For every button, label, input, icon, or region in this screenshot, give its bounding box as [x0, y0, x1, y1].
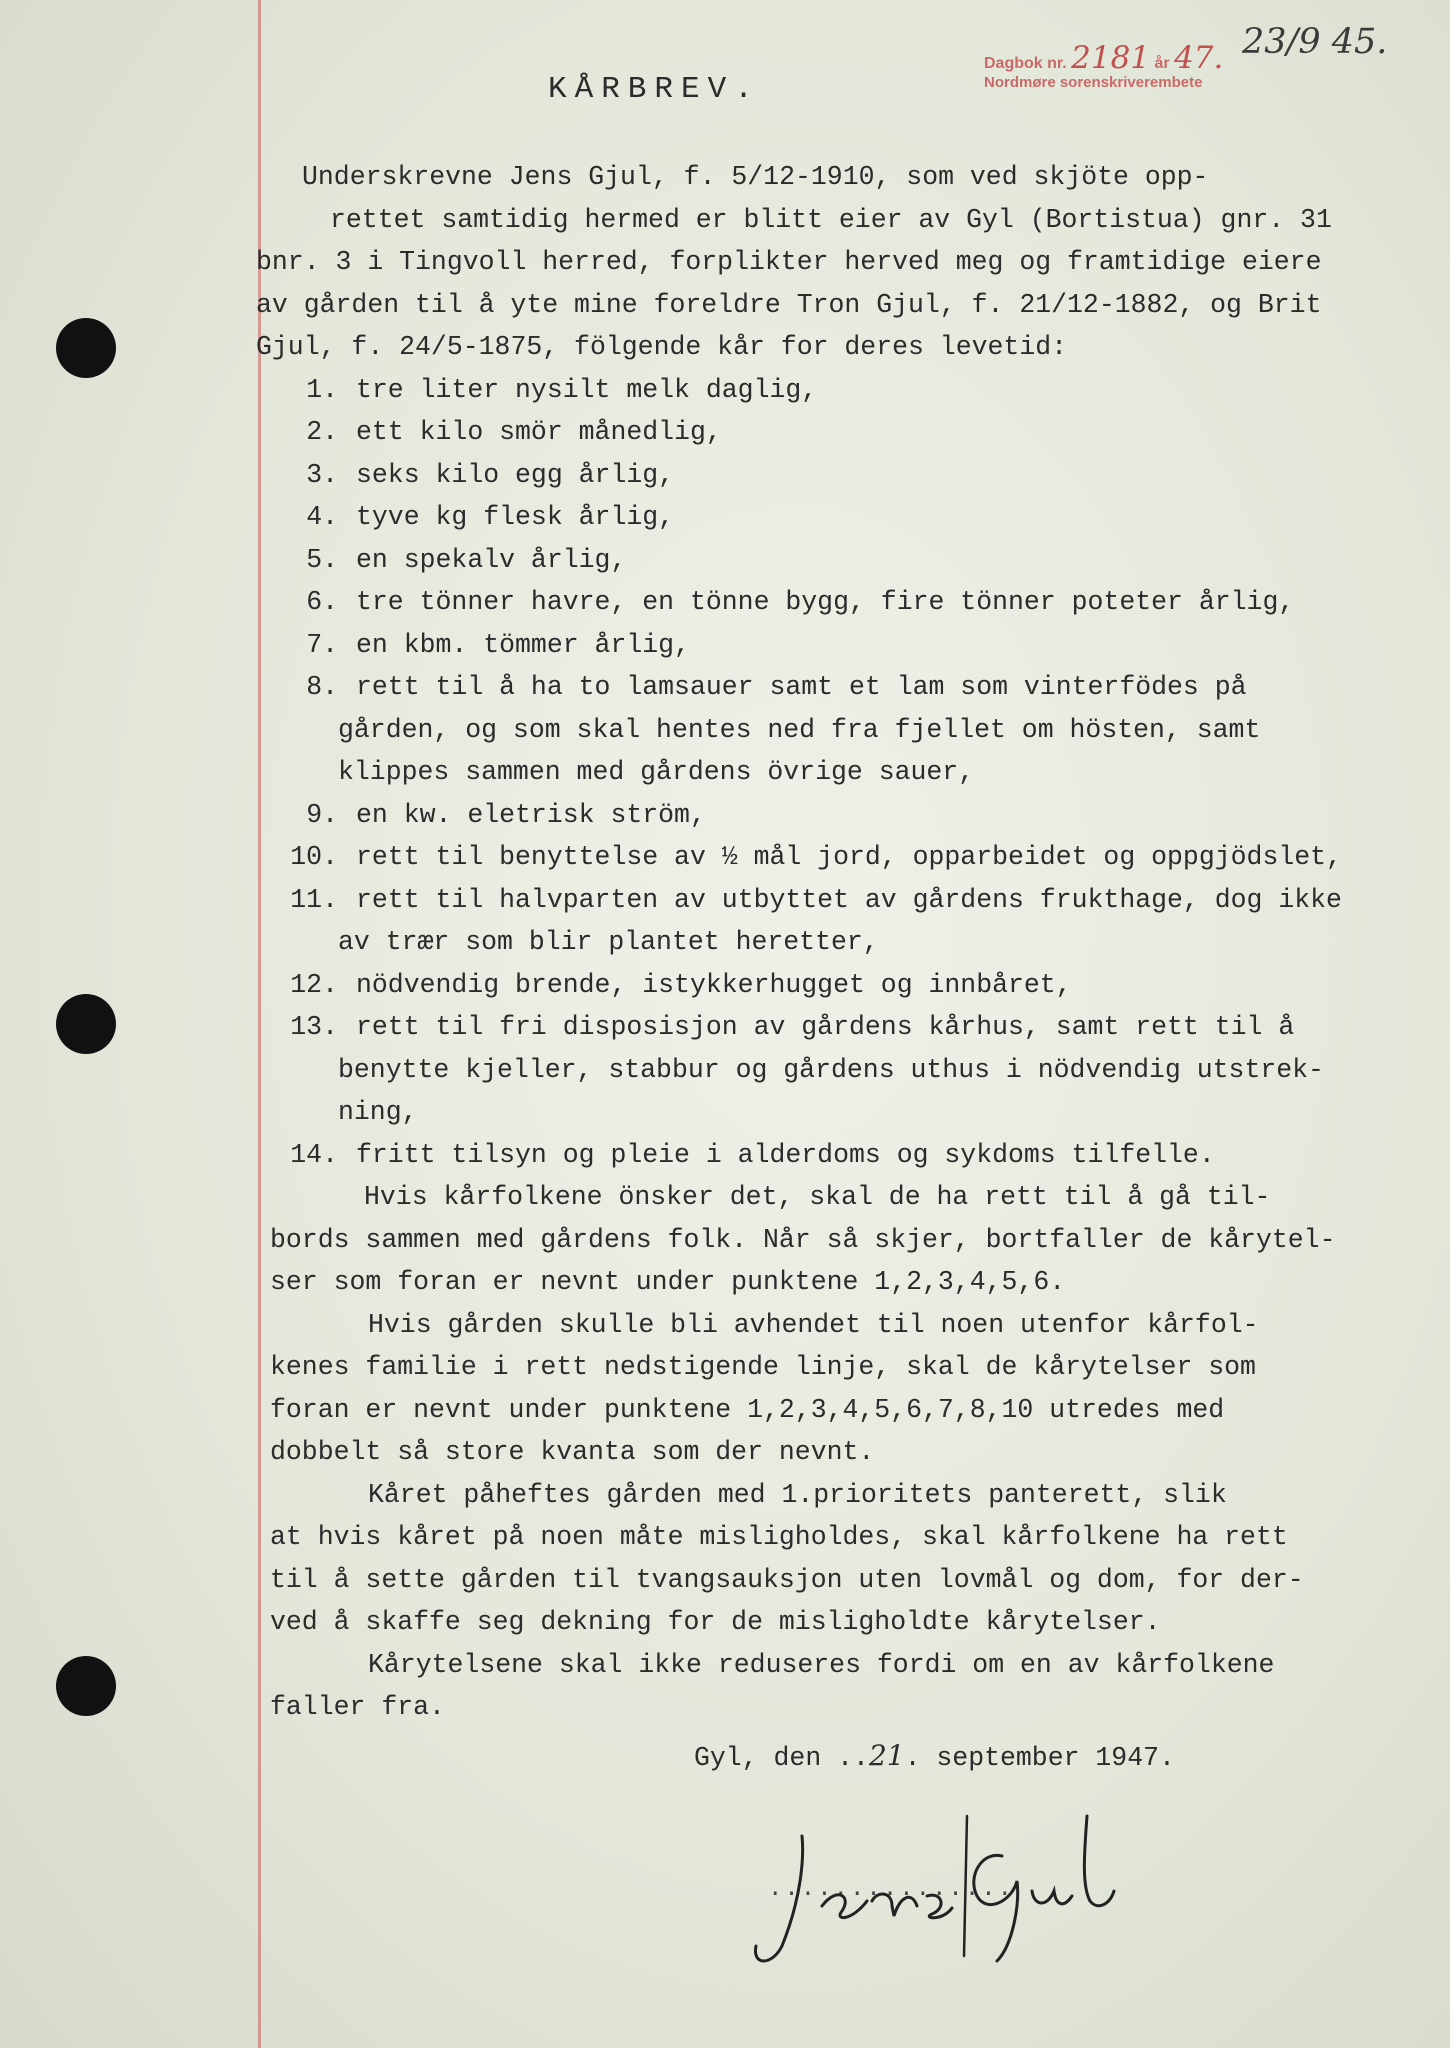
benefit-item: [234, 369, 1414, 412]
benefit-number: 12.: [290, 969, 338, 1000]
intro-line: av gården til å yte mine foreldre Tron Gjul, f. 21/12-1882, og Brit: [256, 289, 1322, 320]
benefit-number: 13.: [290, 1012, 338, 1042]
benefit-text: rett til å ha to lamsauer samt et lam som vinterfödes på: [356, 672, 1247, 702]
benefit-text: rett til fri disposisjon av gårdens kårhus, samt rett til å: [356, 1012, 1295, 1042]
date-place: Gyl, den ..: [694, 1742, 869, 1773]
paragraph-line: at hvis kåret på noen måte misligholdes, skal kårfolkene ha rett: [270, 1522, 1288, 1552]
benefit-text: fritt tilsyn og pleie i alderdoms og sykdoms tilfelle.: [356, 1139, 1215, 1170]
benefit-number: 7.: [306, 629, 338, 660]
benefit-item: [234, 1049, 1414, 1092]
intro-line: bnr. 3 i Tingvoll herred, forplikter herved meg og framtidige eiere: [256, 247, 1322, 277]
benefit-number: 4.: [306, 502, 338, 532]
benefit-number: 8.: [306, 672, 338, 702]
date-rest: . september 1947.: [904, 1742, 1175, 1773]
benefit-text: tre tönner havre, en tönne bygg, fire tönner poteter årlig,: [356, 587, 1295, 617]
paragraph-line: ser som foran er nevnt under punktene 1,2,3,4,5,6.: [270, 1267, 1066, 1297]
intro-line: Underskrevne Jens Gjul, f. 5/12-1910, som ved skjöte opp-: [302, 162, 1209, 192]
paragraph-line: Kårytelsene skal ikke reduseres fordi om en av kårfolkene: [368, 1649, 1275, 1680]
benefit-text: nödvendig brende, istykkerhugget og innbåret,: [356, 969, 1072, 1000]
benefit-text: rett til halvparten av utbyttet av gårdens frukthage, dog ikke: [356, 884, 1342, 915]
paragraph-line: kenes familie i rett nedstigende linje, skal de kårytelser som: [270, 1352, 1256, 1382]
document-body: [234, 156, 1414, 1777]
benefit-item: [234, 496, 1414, 539]
benefit-list: [234, 369, 1414, 1177]
benefit-number: 14.: [290, 1139, 338, 1170]
benefit-number: 10.: [290, 842, 338, 872]
date-line: [234, 1735, 1414, 1778]
benefit-item: [234, 1134, 1414, 1177]
paragraph-line: foran er nevnt under punktene 1,2,3,4,5,6,7,8,10 utredes med: [270, 1394, 1225, 1425]
punch-hole: [56, 1656, 116, 1716]
benefit-text: ett kilo smör månedlig,: [356, 417, 722, 447]
benefit-item: [234, 624, 1414, 667]
benefit-text: klippes sammen med gårdens övrige sauer,: [338, 757, 975, 787]
benefit-text: en kw. eletrisk ström,: [356, 799, 706, 830]
benefit-number: 6.: [306, 587, 338, 617]
paragraph-line: faller fra.: [270, 1692, 445, 1722]
signature-line: ...............: [768, 1876, 1015, 1903]
punch-hole: [56, 994, 116, 1054]
benefit-text: ning,: [338, 1097, 418, 1127]
benefit-item: [234, 1091, 1414, 1134]
paragraph-line: dobbelt så store kvanta som der nevnt.: [270, 1437, 875, 1467]
benefit-item: [234, 581, 1414, 624]
benefit-text: tre liter nysilt melk daglig,: [356, 374, 818, 405]
paragraph-line: Kåret påheftes gården med 1.prioritets panterett, slik: [368, 1479, 1227, 1510]
stamp-year-label: år: [1154, 55, 1170, 72]
benefit-item: [234, 964, 1414, 1007]
benefit-item: [234, 411, 1414, 454]
benefit-number: 11.: [290, 884, 338, 915]
benefit-item: [234, 454, 1414, 497]
stamp-prefix: Dagbok nr.: [984, 55, 1067, 72]
benefit-item: [234, 794, 1414, 837]
punch-hole: [56, 318, 116, 378]
benefit-item: [234, 836, 1414, 879]
stamp-year: 47.: [1174, 40, 1224, 76]
paragraph-line: Hvis kårfolkene önsker det, skal de ha rett til å gå til-: [364, 1182, 1271, 1212]
benefit-text: gården, og som skal hentes ned fra fjellet om hösten, samt: [338, 714, 1261, 745]
benefit-number: 3.: [306, 459, 338, 490]
benefit-number: 2.: [306, 417, 338, 447]
intro-line: Gjul, f. 24/5-1875, fölgende kår for deres levetid:: [256, 332, 1068, 362]
date-day: 21: [868, 1738, 905, 1772]
benefit-number: 1.: [306, 374, 338, 405]
paragraph-line: til å sette gården til tvangsauksjon uten lovmål og dom, for der-: [270, 1564, 1304, 1595]
benefit-text: en kbm. tömmer årlig,: [356, 629, 690, 660]
benefit-item: [234, 751, 1414, 794]
benefit-item: [234, 709, 1414, 752]
benefit-item: [234, 666, 1414, 709]
document-title: KÅRBREV.: [548, 72, 761, 107]
signature: [742, 1796, 1202, 1976]
benefit-text: tyve kg flesk årlig,: [356, 502, 675, 532]
stamp-office: Nordmøre sorenskriverembete: [984, 74, 1203, 91]
registry-stamp: [984, 22, 1404, 91]
stamp-number: 2181: [1071, 40, 1151, 76]
benefit-text: benytte kjeller, stabbur og gårdens uthus i nödvendig utstrek-: [338, 1054, 1324, 1085]
intro-line: rettet samtidig hermed er blitt eier av Gyl (Bortistua) gnr. 31: [330, 204, 1332, 235]
paragraph-line: bords sammen med gårdens folk. Når så skjer, bortfaller de kårytel-: [270, 1224, 1336, 1255]
benefit-item: [234, 539, 1414, 582]
benefit-text: en spekalv årlig,: [356, 544, 627, 575]
paragraph-line: ved å skaffe seg dekning for de misligholdte kårytelser.: [270, 1607, 1161, 1637]
benefit-text: seks kilo egg årlig,: [356, 459, 675, 490]
benefit-number: 9.: [306, 799, 338, 830]
benefit-number: 5.: [306, 544, 338, 575]
benefit-text: av trær som blir plantet heretter,: [338, 927, 879, 957]
paragraph-line: Hvis gården skulle bli avhendet til noen utenfor kårfol-: [368, 1309, 1259, 1340]
benefit-text: rett til benyttelse av ½ mål jord, opparbeidet og oppgjödslet,: [356, 842, 1342, 872]
handwritten-date: 23/9 45.: [1242, 22, 1388, 62]
benefit-item: [234, 1006, 1414, 1049]
benefit-item: [234, 879, 1414, 922]
benefit-item: [234, 921, 1414, 964]
